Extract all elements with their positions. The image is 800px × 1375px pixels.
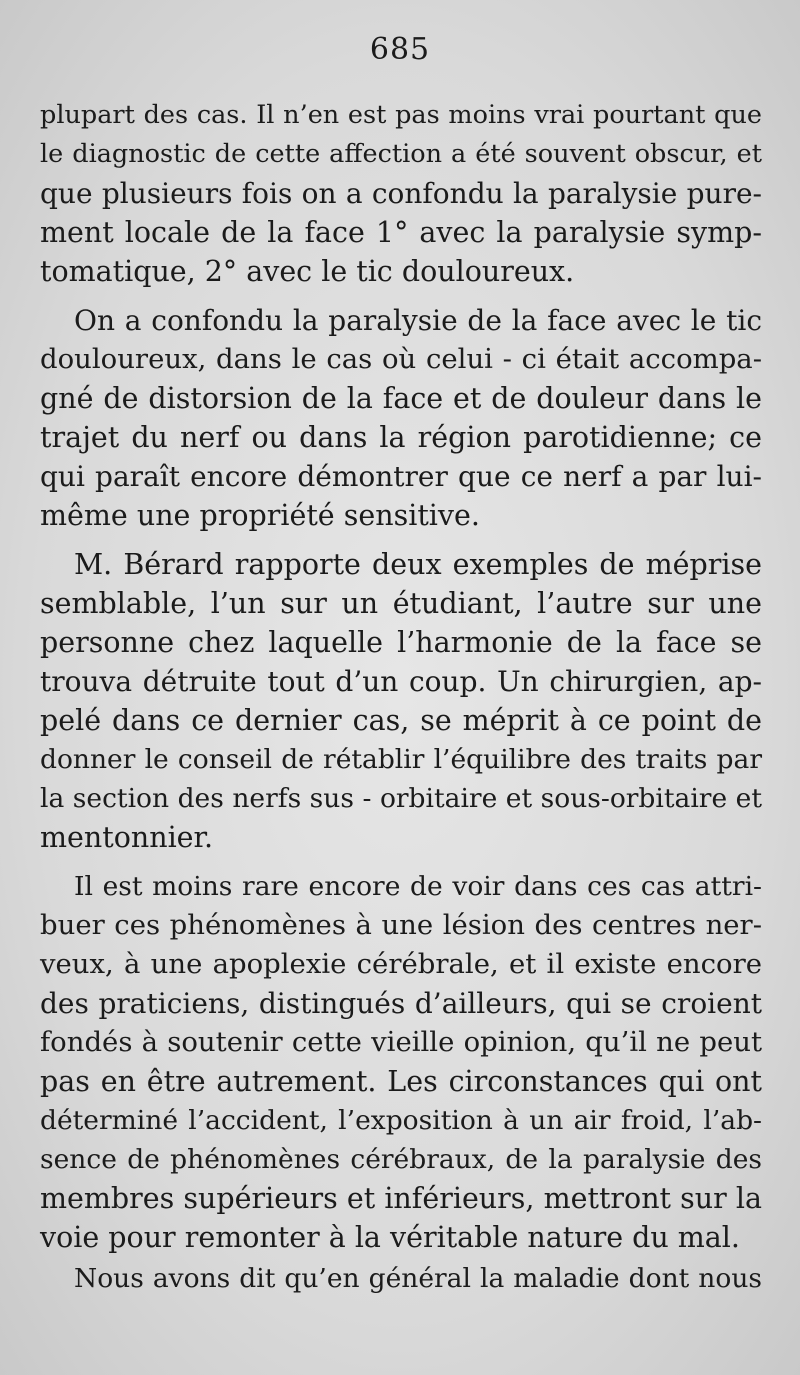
text-line: la section des nerfs sus - orbitaire et sous-orbitaire et <box>40 783 762 814</box>
text-line: gné de distorsion de la face et de douleur dans le <box>40 382 762 415</box>
text-line: plupart des cas. Il n’en est pas moins vrai pourtant que <box>40 100 762 130</box>
text-line: Nous avons dit qu’en général la maladie dont nous <box>74 1263 762 1294</box>
text-line: des praticiens, distingués d’ailleurs, qui se croient <box>40 987 762 1020</box>
text-line: même une propriété sensitive. <box>40 499 480 532</box>
text-line: donner le conseil de rétablir l’équilibre des traits par <box>40 744 762 775</box>
text-line: veux, à une apoplexie cérébrale, et il existe encore <box>40 948 762 980</box>
page-number: 685 <box>369 32 431 67</box>
text-line: Il est moins rare encore de voir dans ces cas attri- <box>74 871 762 902</box>
text-line: que plusieurs fois on a confondu la paralysie pure- <box>40 177 762 210</box>
text-line: buer ces phénomènes à une lésion des centres ner- <box>40 909 762 941</box>
text-line: sence de phénomènes cérébraux, de la paralysie des <box>40 1144 762 1175</box>
text-line: voie pour remonter à la véritable nature du mal. <box>40 1221 740 1254</box>
text-line: mentonnier. <box>40 821 214 854</box>
paragraph <box>40 96 762 291</box>
text-line: déterminé l’accident, l’exposition à un air froid, l’ab- <box>40 1105 762 1136</box>
text-line: On a confondu la paralysie de la face avec le tic <box>74 304 762 337</box>
text-line: trajet du nerf ou dans la région parotidienne; ce <box>40 421 762 454</box>
paragraph <box>40 545 762 857</box>
text-line: pas en être autrement. Les circonstances qui ont <box>40 1065 762 1098</box>
text-line: personne chez laquelle l’harmonie de la face se <box>40 626 762 659</box>
body-text <box>40 96 762 1298</box>
text-line: qui paraît encore démontrer que ce nerf a par lui- <box>40 460 762 493</box>
text-line: trouva détruite tout d’un coup. Un chirurgien, ap- <box>40 665 762 698</box>
text-line: fondés à soutenir cette vieille opinion, qu’il ne peut <box>40 1026 762 1058</box>
text-line: M. Bérard rapporte deux exemples de méprise <box>74 548 762 581</box>
text-line: ment locale de la face 1° avec la paralysie symp- <box>40 216 762 249</box>
text-line: membres supérieurs et inférieurs, mettront sur la <box>40 1182 762 1215</box>
paragraph <box>40 1259 762 1298</box>
paragraph <box>40 867 762 1257</box>
text-line: le diagnostic de cette affection a été souvent obscur, et <box>40 139 762 169</box>
paragraph <box>40 301 762 535</box>
text-line: tomatique, 2° avec le tic douloureux. <box>40 255 575 288</box>
text-line: semblable, l’un sur un étudiant, l’autre sur une <box>40 587 762 620</box>
text-line: pelé dans ce dernier cas, se méprit à ce point de <box>40 704 762 737</box>
text-line: douloureux, dans le cas où celui - ci était accompa- <box>40 343 762 375</box>
